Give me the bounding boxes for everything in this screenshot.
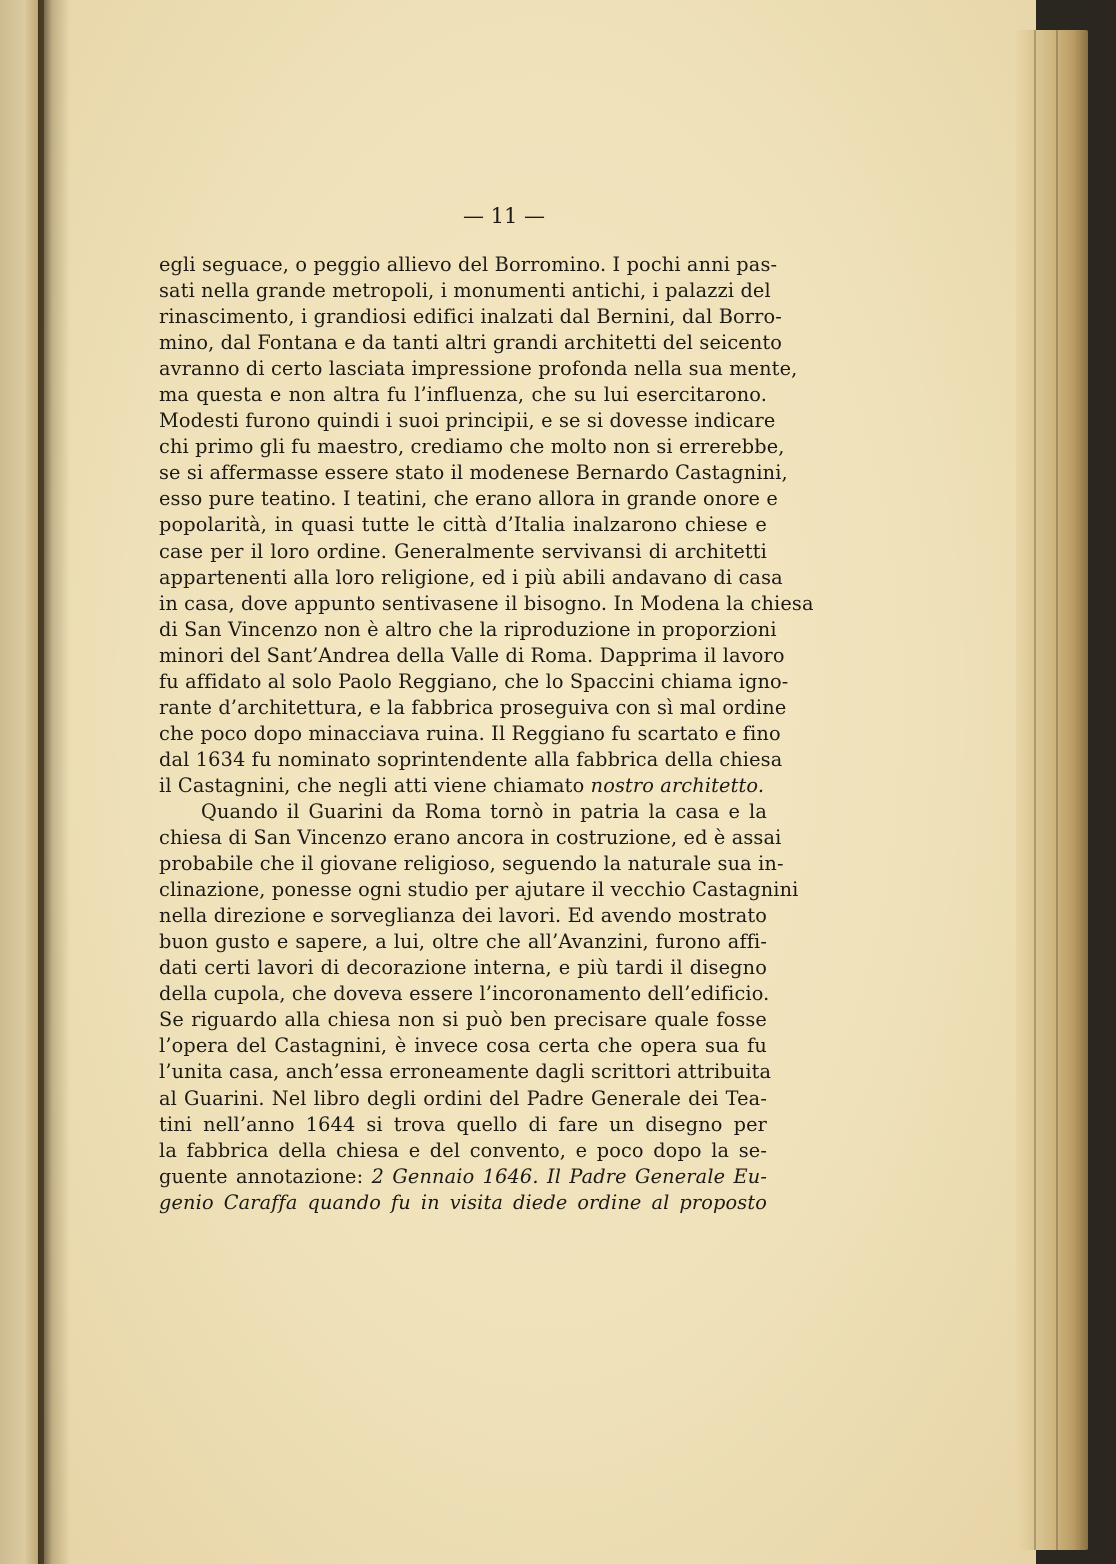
text-line: della cupola, che doveva essere l’incoronamento dell’edificio.: [159, 982, 770, 1006]
text-line: esso pure teatino. I teatini, che erano allora in grande onore e: [159, 487, 778, 511]
text-line: al Guarini. Nel libro degli ordini del Padre Generale dei Tea-: [159, 1086, 767, 1110]
text-line: l’opera del Castagnini, è invece cosa certa che opera sua fu: [159, 1034, 767, 1058]
text-line: di San Vincenzo non è altro che la riproduzione in proporzioni: [159, 617, 777, 641]
page-stack-edges: [1016, 30, 1088, 1550]
text-line: rante d’architettura, e la fabbrica proseguiva con sì mal ordine: [159, 695, 787, 719]
text-line: se si affermasse essere stato il modenese Bernardo Castagnini,: [159, 461, 788, 485]
text-line: sati nella grande metropoli, i monumenti antichi, i palazzi del: [159, 279, 771, 303]
text-line: guente annotazione: 2 Gennaio 1646. Il Padre Generale Eu-: [159, 1164, 767, 1188]
text-line: in casa, dove appunto sentivasene il bisogno. In Modena la chiesa: [159, 591, 814, 615]
text-line: case per il loro ordine. Generalmente servivansi di architetti: [159, 539, 767, 563]
binding-shadow: [38, 0, 70, 1564]
text-line: appartenenti alla loro religione, ed i più abili andavano di casa: [159, 565, 783, 589]
text-line: avranno di certo lasciata impressione profonda nella sua mente,: [159, 357, 798, 381]
text-line: chi primo gli fu maestro, crediamo che molto non si errerebbe,: [159, 435, 785, 459]
text-line: clinazione, ponesse ogni studio per ajutare il vecchio Castagnini: [159, 878, 799, 902]
text-line: l’unita casa, anch’essa erroneamente dagli scrittori attribuita: [159, 1060, 772, 1084]
text-line: tini nell’anno 1644 si trova quello di fare un disegno per: [159, 1112, 767, 1136]
scan-right-margin: [1088, 0, 1116, 1564]
text-line: Modesti furono quindi i suoi principii, e se si dovesse indicare: [159, 409, 776, 433]
text-line: buon gusto e sapere, a lui, oltre che all’Avanzini, furono affi-: [159, 930, 767, 954]
text-line: nella direzione e sorveglianza dei lavori. Ed avendo mostrato: [159, 904, 767, 928]
text-line: dati certi lavori di decorazione interna, e più tardi il disegno: [159, 956, 767, 980]
text-line: minori del Sant’Andrea della Valle di Roma. Dapprima il lavoro: [159, 643, 785, 667]
text-line: ma questa e non altra fu l’influenza, che su lui esercitarono.: [159, 383, 767, 407]
body-text: [159, 252, 814, 1216]
text-line: Quando il Guarini da Roma tornò in patria la casa e la: [201, 799, 767, 823]
page-number: — 11 —: [462, 204, 546, 228]
text-line: fu affidato al solo Paolo Reggiano, che lo Spaccini chiama igno-: [159, 669, 789, 693]
text-line: probabile che il giovane religioso, seguendo la naturale sua in-: [159, 852, 784, 876]
text-line: la fabbrica della chiesa e del convento, e poco dopo la se-: [159, 1138, 767, 1162]
text-line: mino, dal Fontana e da tanti altri grandi architetti del seicento: [159, 331, 783, 355]
text-line: popolarità, in quasi tutte le città d’Italia inalzarono chiese e: [159, 513, 767, 537]
text-line: chiesa di San Vincenzo erano ancora in costruzione, ed è assai: [159, 826, 782, 850]
text-line: dal 1634 fu nominato soprintendente alla fabbrica della chiesa: [159, 747, 783, 771]
text-line: egli seguace, o peggio allievo del Borromino. I pochi anni pas-: [159, 253, 778, 276]
text-line: il Castagnini, che negli atti viene chiamato nostro architetto.: [159, 773, 765, 797]
text-line: che poco dopo minacciava ruina. Il Reggiano fu scartato e fino: [159, 721, 781, 745]
text-line: rinascimento, i grandiosi edifici inalzati dal Bernini, dal Borro-: [159, 305, 782, 329]
text-line: Se riguardo alla chiesa non si può ben precisare quale fosse: [159, 1008, 767, 1032]
text-line: genio Caraffa quando fu in visita diede ordine al proposto: [159, 1190, 767, 1214]
